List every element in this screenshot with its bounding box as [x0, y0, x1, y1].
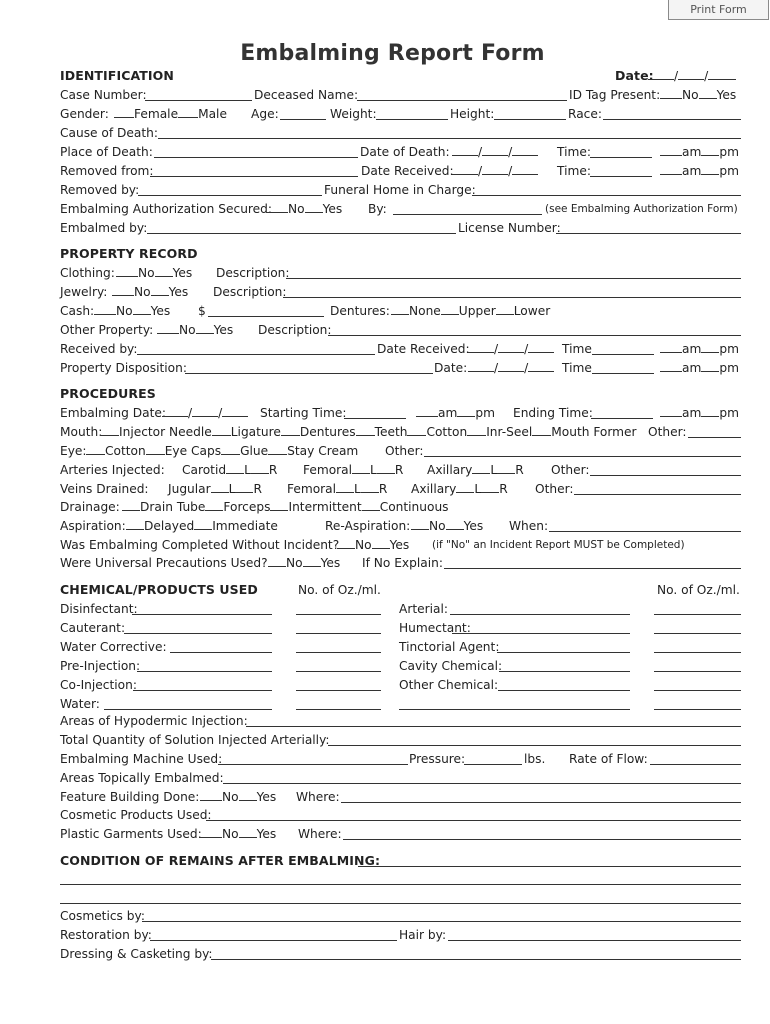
procedures-heading: PROCEDURES — [60, 386, 156, 401]
property-disposition-field[interactable] — [185, 373, 433, 374]
received-by-field[interactable] — [137, 354, 375, 355]
removed-by-label: Removed by: — [60, 183, 140, 197]
chemicals-heading: CHEMICAL/PRODUCTS USED — [60, 582, 258, 597]
pressure-label: Pressure: — [409, 752, 466, 766]
cause-of-death-label: Cause of Death: — [60, 126, 159, 140]
date-label: Date: — [615, 68, 654, 83]
form-title: Embalming Report Form — [240, 41, 545, 66]
other-label: Other: — [535, 482, 574, 496]
machine-label: Embalming Machine Used: — [60, 752, 223, 766]
description-label: Description: — [213, 285, 287, 299]
license-number-label: License Number: — [458, 221, 561, 235]
pressure-field[interactable] — [464, 764, 522, 765]
chemical-oz-field-left[interactable] — [296, 709, 381, 710]
incident-row — [60, 536, 741, 554]
height-field[interactable] — [494, 119, 566, 120]
embalming-date-field[interactable]: / / — [162, 404, 248, 422]
chemical-oz-field-left[interactable] — [296, 690, 381, 691]
axillary-options[interactable]: Axillary L R — [427, 463, 524, 477]
clothing-label: Clothing: — [60, 266, 115, 280]
chemical-name-field-right[interactable] — [450, 614, 630, 615]
other-property-row — [60, 321, 741, 339]
disposition-row — [60, 359, 741, 377]
disposition-time-field[interactable] — [592, 373, 654, 374]
chemical-label-right: Humectant: — [399, 621, 471, 635]
removed-from-field[interactable] — [150, 176, 358, 177]
place-of-death-label: Place of Death: — [60, 145, 153, 159]
chemical-name-field-right[interactable] — [452, 633, 630, 634]
when-field[interactable] — [549, 531, 741, 532]
chemical-oz-field-right[interactable] — [654, 652, 741, 653]
chemical-label-left: Pre-Injection: — [60, 659, 141, 673]
dressing-by-field[interactable] — [211, 959, 741, 960]
precautions-row — [60, 554, 741, 572]
removed-from-row — [60, 162, 741, 180]
date-received-field[interactable]: / / — [452, 162, 538, 180]
date-received-label: Date Received: — [361, 164, 454, 178]
embalmed-by-field[interactable] — [147, 233, 456, 234]
jewelry-row — [60, 283, 741, 301]
condition-row — [60, 852, 741, 870]
case-row — [60, 86, 741, 104]
other-label: Other: — [551, 463, 590, 477]
chemical-label-right: Other Chemical: — [399, 678, 499, 692]
cash-options[interactable]: No Yes — [94, 302, 170, 320]
dressing-row — [60, 945, 741, 963]
cosmetics-by-label: Cosmetics by: — [60, 909, 145, 923]
re-aspiration-label: Re-Aspiration: — [325, 519, 411, 533]
mouth-label: Mouth: — [60, 425, 103, 439]
plastic-garments-label: Plastic Garments Used: — [60, 827, 202, 841]
removed-by-row — [60, 181, 741, 199]
embalming-date-label: Embalming Date: — [60, 406, 166, 420]
incident-report-note: (if "No" an Incident Report MUST be Completed) — [432, 539, 685, 551]
hair-by-label: Hair by: — [399, 928, 447, 942]
condition-field[interactable] — [358, 866, 741, 867]
precautions-options[interactable]: No Yes — [268, 554, 340, 572]
ending-time-field[interactable] — [591, 418, 653, 419]
embalmed-by-label: Embalmed by: — [60, 221, 148, 235]
drainage-label: Drainage: — [60, 500, 120, 514]
chemical-name-field-left[interactable] — [104, 709, 272, 710]
chemical-name-field-left[interactable] — [132, 614, 272, 615]
axillary-vein-options[interactable]: Axillary L R — [411, 482, 508, 496]
time-label: Time: — [557, 145, 591, 159]
funeral-home-field[interactable] — [472, 195, 741, 196]
machine-row — [60, 750, 741, 768]
explain-field[interactable] — [444, 568, 741, 569]
ending-time-label: Ending Time: — [513, 406, 593, 420]
arteries-injected-label: Arteries Injected: — [60, 463, 165, 477]
time-label: Time — [562, 342, 592, 356]
property-time-field[interactable] — [592, 354, 654, 355]
clothing-options[interactable]: No Yes — [116, 264, 192, 282]
dollar-sign: $ — [198, 304, 206, 318]
date-field[interactable]: / / — [648, 67, 736, 85]
license-number-field[interactable] — [556, 233, 741, 234]
received-by-label: Received by: — [60, 342, 138, 356]
feature-building-options[interactable]: No Yes — [200, 788, 276, 806]
removed-by-field[interactable] — [138, 195, 322, 196]
condition-line-2[interactable] — [60, 884, 741, 885]
authorized-by-field[interactable] — [393, 214, 542, 215]
race-field[interactable] — [603, 119, 741, 120]
other-property-options[interactable]: No Yes — [157, 321, 233, 339]
plastic-garments-options[interactable]: No Yes — [200, 825, 276, 843]
rate-of-flow-label: Rate of Flow: — [569, 752, 648, 766]
chemical-name-field-left[interactable] — [133, 690, 272, 691]
clothing-row — [60, 264, 741, 282]
rate-of-flow-field[interactable] — [650, 764, 741, 765]
hypodermic-label: Areas of Hypodermic Injection: — [60, 714, 248, 728]
aspiration-options[interactable]: Delayed Immediate — [126, 517, 278, 535]
hair-by-field[interactable] — [448, 940, 741, 941]
when-label: When: — [509, 519, 549, 533]
condition-line-3[interactable] — [60, 903, 741, 904]
topically-field[interactable] — [223, 783, 741, 784]
time-label: Time: — [557, 164, 591, 178]
total-quantity-row — [60, 731, 741, 749]
case-number-field[interactable] — [145, 100, 252, 101]
chemical-label-left: Water: — [60, 697, 100, 711]
weight-label: Weight: — [330, 107, 377, 121]
other-property-label: Other Property: — [60, 323, 154, 337]
hypodermic-field[interactable] — [246, 726, 741, 727]
chemical-name-field-right[interactable] — [497, 652, 630, 653]
starting-time-label: Starting Time: — [260, 406, 347, 420]
chemical-oz-field-right[interactable] — [654, 633, 741, 634]
time-received-field[interactable] — [590, 176, 652, 177]
property-disposition-label: Property Disposition: — [60, 361, 187, 375]
date-label: Date: — [434, 361, 468, 375]
cause-of-death-field[interactable] — [158, 138, 741, 139]
gender-options[interactable]: Female Male — [114, 105, 227, 123]
restoration-by-label: Restoration by: — [60, 928, 152, 942]
place-row — [60, 143, 741, 161]
property-record-heading: PROPERTY RECORD — [60, 246, 198, 261]
chemical-oz-field-left[interactable] — [296, 614, 381, 615]
jewelry-label: Jewelry: — [60, 285, 108, 299]
cosmetic-products-row — [60, 806, 741, 824]
other-property-description-field[interactable] — [328, 335, 741, 336]
chemical-row — [60, 676, 741, 694]
by-label: By: — [368, 202, 387, 216]
arteries-row — [60, 461, 741, 479]
chemical-label-right: Arterial: — [399, 602, 448, 616]
machine-field[interactable] — [218, 764, 408, 765]
cosmetics-by-row — [60, 907, 741, 925]
age-label: Age: — [251, 107, 279, 121]
chemical-name-field-right[interactable] — [499, 671, 630, 672]
eye-other-field[interactable] — [424, 456, 741, 457]
chemical-row — [60, 600, 741, 618]
universal-precautions-label: Were Universal Precautions Used? — [60, 556, 268, 570]
print-form-button[interactable]: Print Form — [668, 0, 769, 20]
funeral-home-label: Funeral Home in Charge: — [324, 183, 476, 197]
property-date-received-field[interactable]: / / — [468, 340, 554, 358]
carotid-options[interactable]: Carotid L R — [182, 463, 278, 477]
aspiration-row — [60, 517, 741, 535]
feature-where-field[interactable] — [341, 802, 741, 803]
where-label: Where: — [296, 790, 340, 804]
date-of-death-field[interactable]: / / — [452, 143, 538, 161]
ampm-options[interactable]: am pm — [660, 359, 739, 377]
cosmetic-products-field[interactable] — [206, 820, 741, 821]
chemical-oz-field-right[interactable] — [654, 614, 741, 615]
chemical-label-left: Co-Injection: — [60, 678, 137, 692]
chemical-label-left: Disinfectant: — [60, 602, 138, 616]
chemical-oz-field-right[interactable] — [654, 690, 741, 691]
plastic-where-field[interactable] — [343, 839, 741, 840]
cash-row — [60, 302, 741, 320]
chemical-label-left: Cauterant: — [60, 621, 126, 635]
jugular-options[interactable]: Jugular L R — [168, 482, 262, 496]
starting-time-field[interactable] — [344, 418, 406, 419]
id-tag-label: ID Tag Present: — [569, 88, 661, 102]
feature-building-label: Feature Building Done: — [60, 790, 200, 804]
end-ampm-options[interactable]: am pm — [660, 404, 739, 422]
femoral-options[interactable]: Femoral L R — [303, 463, 404, 477]
ampm-options[interactable]: am pm — [660, 340, 739, 358]
see-authorization-note: (see Embalming Authorization Form) — [545, 203, 738, 215]
chemical-label-right: Cavity Chemical: — [399, 659, 503, 673]
property-heading-row — [60, 245, 741, 263]
restoration-row — [60, 926, 741, 944]
hypodermic-row — [60, 712, 741, 730]
chemical-row — [60, 657, 741, 675]
mouth-row — [60, 423, 741, 441]
authorization-options[interactable]: No Yes — [266, 200, 342, 218]
description-label: Description: — [216, 266, 290, 280]
if-no-explain-label: If No Explain: — [362, 556, 443, 570]
veins-other-field[interactable] — [574, 494, 741, 495]
lbs-label: lbs. — [524, 752, 546, 766]
cash-label: Cash: — [60, 304, 95, 318]
chemical-name-field-right[interactable] — [399, 709, 630, 710]
eye-options[interactable]: Cotton Eye Caps Glue Stay Cream — [86, 442, 358, 460]
time-of-death-field[interactable] — [590, 157, 652, 158]
other-label: Other: — [648, 425, 687, 439]
date-received-label: Date Received: — [377, 342, 470, 356]
oz-header-right: No. of Oz./ml. — [657, 583, 740, 597]
chemical-row — [60, 619, 741, 637]
veins-row — [60, 480, 741, 498]
start-ampm-options[interactable]: am pm — [416, 404, 495, 422]
deceased-name-label: Deceased Name: — [254, 88, 359, 102]
identification-heading: IDENTIFICATION — [60, 68, 174, 83]
dentures-label: Dentures: — [330, 304, 390, 318]
height-label: Height: — [450, 107, 495, 121]
chemical-row — [60, 695, 741, 713]
jewelry-options[interactable]: No Yes — [112, 283, 188, 301]
ampm-options[interactable]: am pm — [660, 162, 739, 180]
chemicals-heading-row — [60, 581, 741, 599]
deceased-name-field[interactable] — [357, 100, 567, 101]
topically-label: Areas Topically Embalmed: — [60, 771, 224, 785]
eye-row — [60, 442, 741, 460]
procedures-heading-row — [60, 385, 741, 403]
arteries-other-field[interactable] — [590, 475, 741, 476]
cause-row — [60, 124, 741, 142]
cosmetics-by-field[interactable] — [142, 921, 741, 922]
ampm-options[interactable]: am pm — [660, 143, 739, 161]
age-field[interactable] — [280, 119, 326, 120]
topically-row — [60, 769, 741, 787]
chemical-name-field-right[interactable] — [498, 690, 630, 691]
chemical-oz-field-left[interactable] — [296, 633, 381, 634]
aspiration-label: Aspiration: — [60, 519, 126, 533]
place-of-death-field[interactable] — [154, 157, 358, 158]
restoration-by-field[interactable] — [150, 940, 397, 941]
removed-from-label: Removed from: — [60, 164, 154, 178]
cosmetic-products-label: Cosmetic Products Used: — [60, 808, 212, 822]
gender-row — [60, 105, 741, 123]
chemical-name-field-left[interactable] — [124, 633, 272, 634]
oz-header-left: No. of Oz./ml. — [298, 583, 381, 597]
drainage-options[interactable]: Drain Tube Forceps Intermittent Continuous — [122, 498, 449, 516]
authorization-row — [60, 200, 741, 218]
eye-label: Eye: — [60, 444, 87, 458]
time-label: Time — [562, 361, 592, 375]
embalming-date-row — [60, 404, 741, 422]
feature-building-row — [60, 788, 741, 806]
incident-options[interactable]: No Yes — [337, 536, 409, 554]
race-label: Race: — [568, 107, 602, 121]
dentures-options[interactable]: None Upper Lower — [391, 302, 550, 320]
chemical-oz-field-left[interactable] — [296, 671, 381, 672]
received-by-row — [60, 340, 741, 358]
re-aspiration-options[interactable]: No Yes — [411, 517, 483, 535]
chemical-oz-field-left[interactable] — [296, 652, 381, 653]
femoral-vein-options[interactable]: Femoral L R — [287, 482, 388, 496]
drainage-row — [60, 498, 741, 516]
disposition-date-field[interactable]: / / — [468, 359, 554, 377]
cash-amount-field[interactable] — [208, 316, 324, 317]
chemical-row — [60, 638, 741, 656]
chemical-oz-field-right[interactable] — [654, 709, 741, 710]
condition-heading: CONDITION OF REMAINS AFTER EMBALMING: — [60, 853, 381, 868]
weight-field[interactable] — [376, 119, 448, 120]
veins-drained-label: Veins Drained: — [60, 482, 149, 496]
chemical-name-field-left[interactable] — [170, 652, 272, 653]
authorization-label: Embalming Authorization Secured: — [60, 202, 273, 216]
description-label: Description: — [258, 323, 332, 337]
chemical-name-field-left[interactable] — [137, 671, 272, 672]
total-quantity-field[interactable] — [328, 745, 741, 746]
jewelry-description-field[interactable] — [283, 297, 741, 298]
mouth-other-field[interactable] — [688, 437, 741, 438]
clothing-description-field[interactable] — [286, 278, 741, 279]
chemical-label-right: Tinctorial Agent: — [399, 640, 500, 654]
total-quantity-label: Total Quantity of Solution Injected Arterially: — [60, 733, 330, 747]
id-tag-options[interactable]: No Yes — [660, 86, 736, 104]
completed-without-incident-label: Was Embalming Completed Without Incident? — [60, 538, 340, 552]
date-of-death-label: Date of Death: — [360, 145, 450, 159]
mouth-options[interactable]: Injector Needle Ligature Dentures Teeth Cotton Inr-Seel Mouth Former — [100, 423, 637, 441]
case-number-label: Case Number: — [60, 88, 147, 102]
plastic-garments-row — [60, 825, 741, 843]
dressing-by-label: Dressing & Casketing by: — [60, 947, 213, 961]
gender-label: Gender: — [60, 107, 109, 121]
identification-header-row — [60, 67, 741, 85]
other-label: Other: — [385, 444, 424, 458]
where-label: Where: — [298, 827, 342, 841]
chemical-oz-field-right[interactable] — [654, 671, 741, 672]
chemical-label-left: Water Corrective: — [60, 640, 167, 654]
embalmed-by-row — [60, 219, 741, 237]
